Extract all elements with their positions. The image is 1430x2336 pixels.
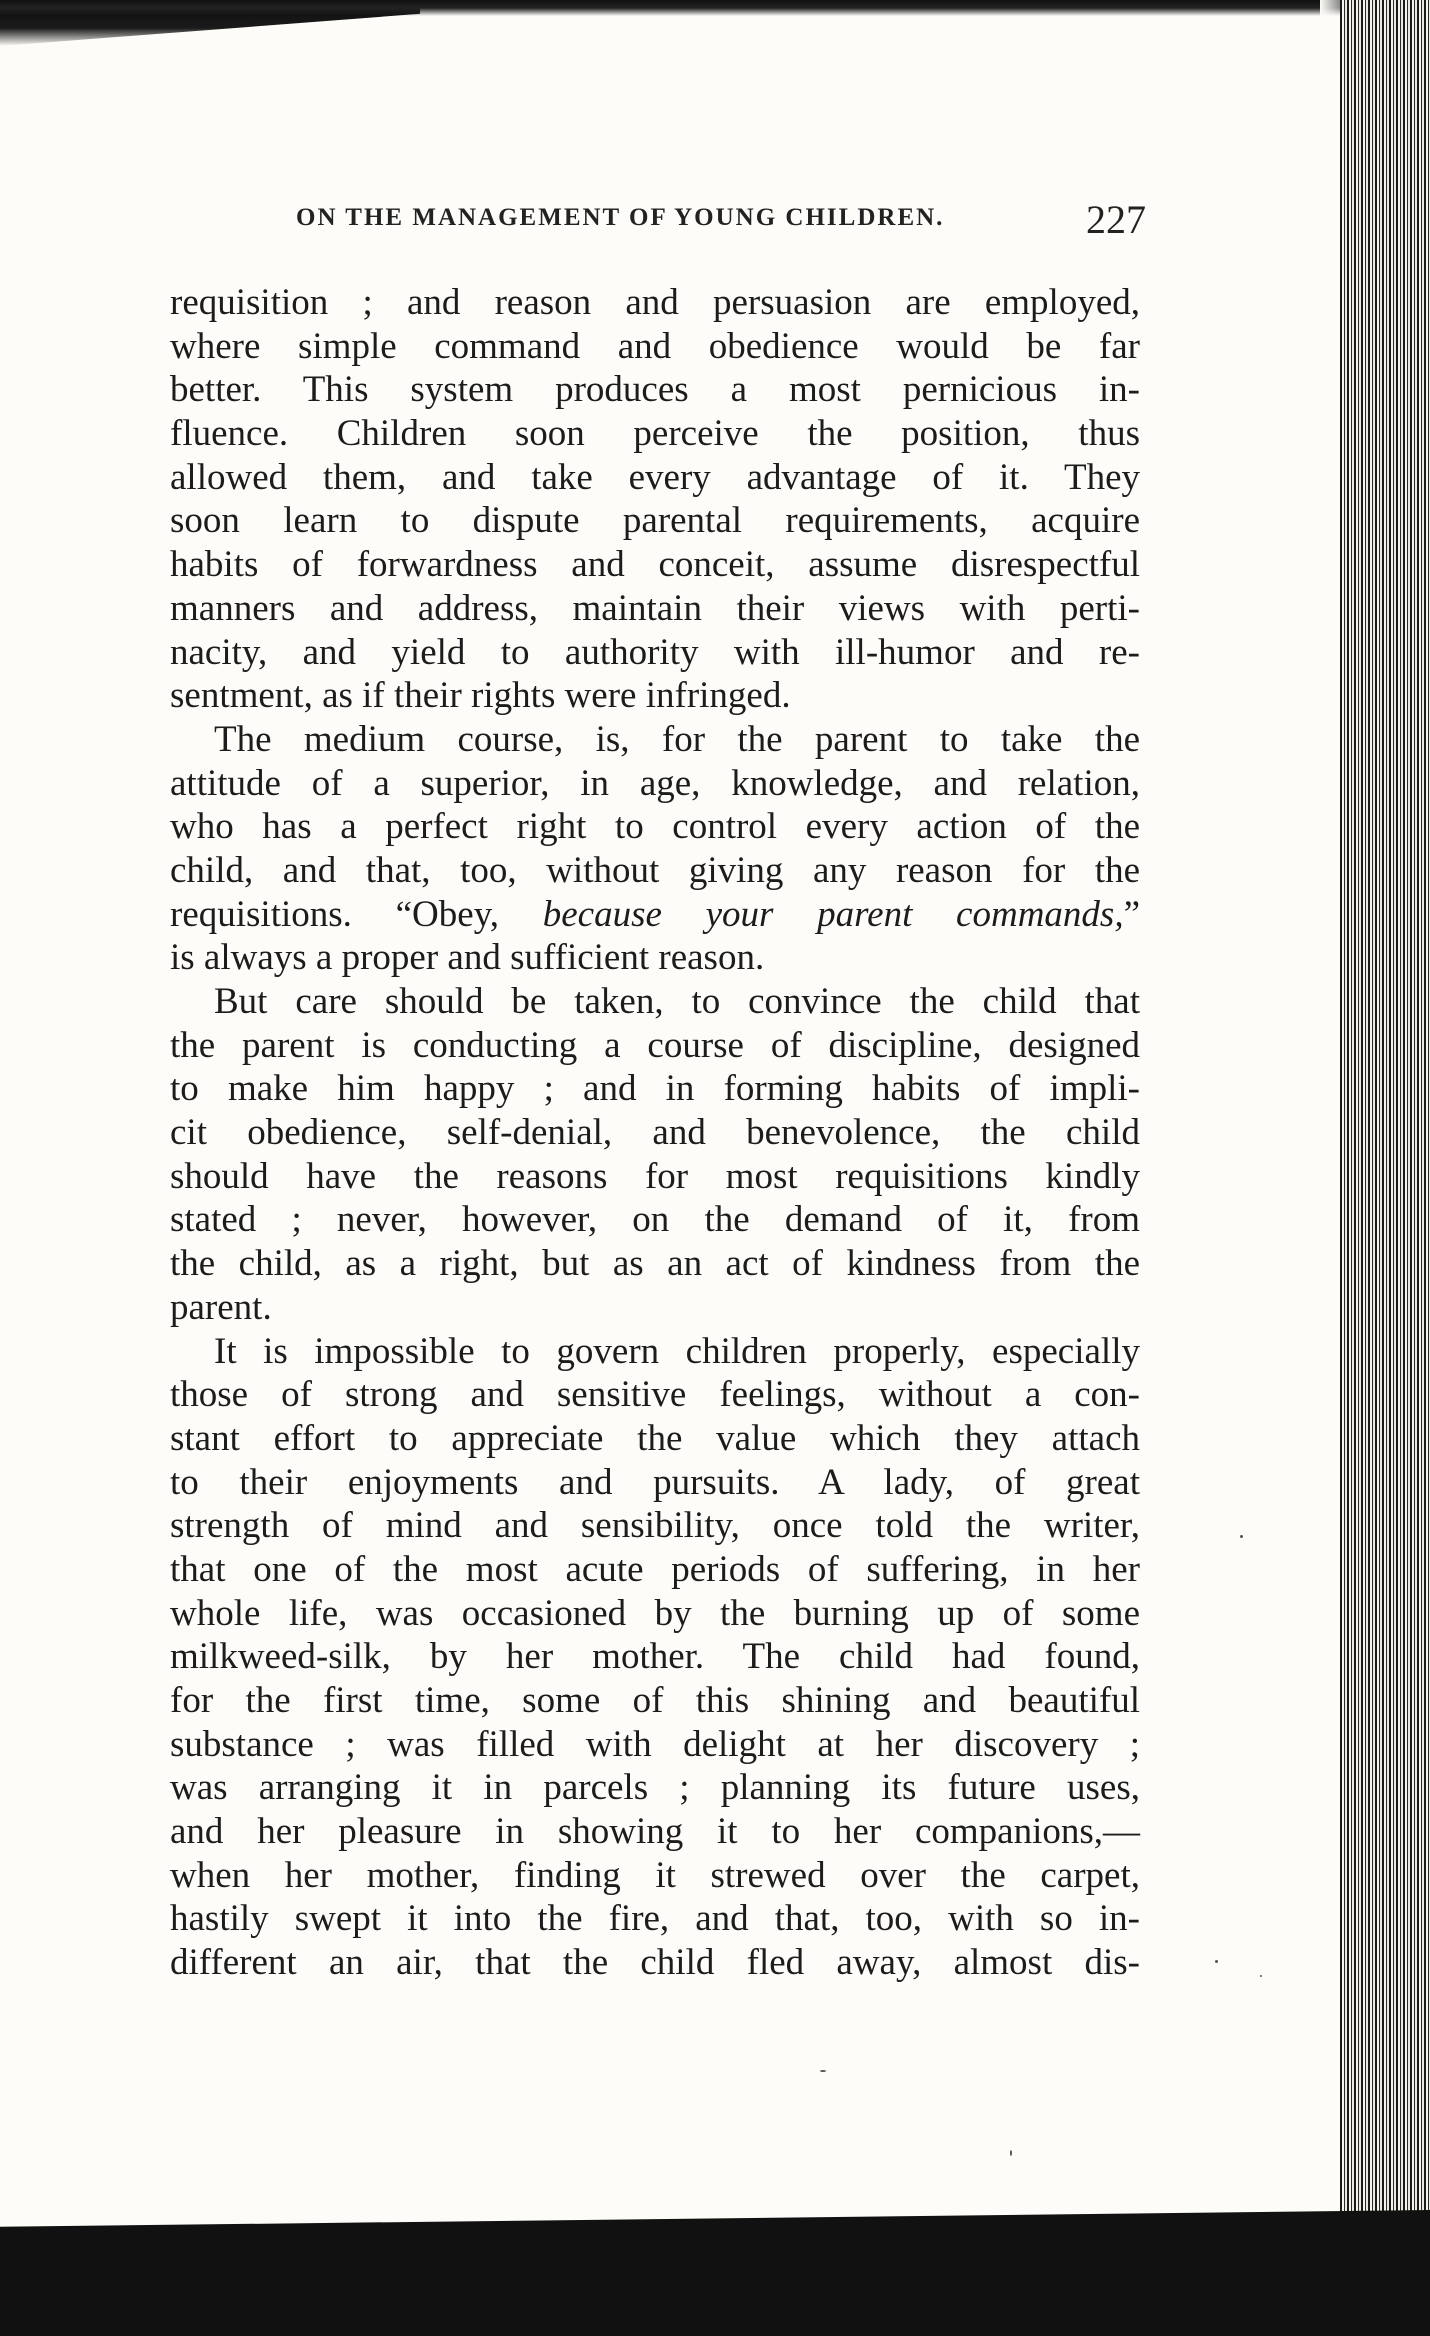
- text-line: and her pleasure in showing it to her companions,—: [170, 1811, 1140, 1853]
- text-line: soon learn to dispute parental requirements, acquire: [170, 500, 1140, 542]
- text-line: parent.: [170, 1286, 272, 1328]
- text-line-mixed: [170, 893, 1140, 937]
- text-line: the child, as a right, but as an act of kindness from the: [170, 1243, 1140, 1285]
- text-run: “Obey,: [395, 893, 500, 935]
- scan-speck: [1240, 1535, 1243, 1538]
- text-line: habits of forwardness and conceit, assume disrespectful: [170, 544, 1140, 586]
- text-line: allowed them, and take every advantage of it. They: [170, 456, 1140, 498]
- text-line: different an air, that the child fled away, almost dis-: [170, 1942, 1140, 1984]
- book-spine-edge: [1340, 0, 1430, 2336]
- text-line: the parent is conducting a course of discipline, designed: [170, 1024, 1140, 1066]
- text-line: stated ; never, however, on the demand of it, from: [170, 1199, 1140, 1241]
- text-line: attitude of a superior, in age, knowledge, and relation,: [170, 762, 1140, 804]
- text-line: who has a perfect right to control every action of the: [170, 806, 1140, 848]
- text-line: stant effort to appreciate the value which they attach: [170, 1417, 1140, 1459]
- text-line: for the first time, some of this shining and beautiful: [170, 1680, 1140, 1721]
- text-line: should have the reasons for most requisitions kindly: [170, 1155, 1140, 1197]
- text-line: whole life, was occasioned by the burning up of some: [170, 1592, 1140, 1634]
- running-title: ON THE MANAGEMENT OF YOUNG CHILDREN.: [296, 204, 945, 231]
- text-line: was arranging it in parcels ; planning its future uses,: [170, 1767, 1140, 1809]
- text-line: It is impossible to govern children properly, especially: [214, 1330, 1140, 1372]
- text-line: where simple command and obedience would be far: [170, 325, 1140, 367]
- text-line: sentment, as if their rights were infringed.: [170, 675, 791, 717]
- text-line: substance ; was filled with delight at her discovery ;: [170, 1723, 1140, 1765]
- text-line: child, and that, too, without giving any reason for the: [170, 849, 1140, 891]
- text-run: ”: [1123, 893, 1141, 935]
- text-line: manners and address, maintain their views with perti-: [170, 587, 1140, 629]
- scan-speck: [1260, 1975, 1262, 1977]
- running-header: [296, 196, 1146, 242]
- scan-speck: [1215, 1960, 1218, 1963]
- text-line: those of strong and sensitive feelings, without a con-: [170, 1374, 1140, 1416]
- text-line: better. This system produces a most pernicious in-: [170, 369, 1140, 411]
- text-line: to their enjoyments and pursuits. A lady, of great: [170, 1461, 1140, 1503]
- text-line: The medium course, is, for the parent to take the: [214, 718, 1140, 760]
- page-edge-shadow-bottom: [0, 2196, 1430, 2336]
- text-line: fluence. Children soon perceive the position, thus: [170, 413, 1140, 455]
- body-text: [170, 281, 1140, 1985]
- text-line: milkweed-silk, by her mother. The child had found,: [170, 1636, 1140, 1678]
- text-line: that one of the most acute periods of suffering, in her: [170, 1548, 1140, 1590]
- text-line: hastily swept it into the fire, and that, too, with so in-: [170, 1898, 1140, 1940]
- text-line: But care should be taken, to convince the child that: [214, 981, 1140, 1022]
- italic-text-run: because your parent commands,: [542, 893, 1124, 935]
- text-line: is always a proper and sufficient reason.: [170, 937, 765, 979]
- text-run: requisitions.: [170, 893, 352, 935]
- text-line: cit obedience, self-denial, and benevolence, the child: [170, 1112, 1140, 1154]
- scan-speck: [820, 2070, 826, 2072]
- text-line: requisition ; and reason and persuasion are employed,: [170, 282, 1140, 323]
- text-line: nacity, and yield to authority with ill-humor and re-: [170, 631, 1140, 673]
- text-line: strength of mind and sensibility, once told the writer,: [170, 1505, 1140, 1547]
- scan-speck: [1010, 2150, 1012, 2156]
- text-line: when her mother, finding it strewed over the carpet,: [170, 1854, 1140, 1896]
- page-number: 227: [1086, 197, 1146, 242]
- page-edge-shadow-top: [0, 0, 1360, 16]
- text-line: to make him happy ; and in forming habits of impli-: [170, 1068, 1140, 1110]
